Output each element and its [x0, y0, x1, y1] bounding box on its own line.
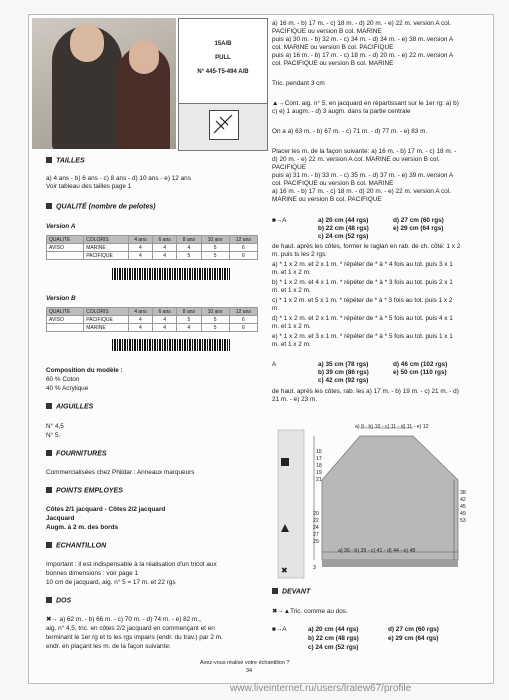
devant-d: d) 27 cm (60 rgs)	[388, 626, 439, 633]
child-figure-1	[52, 26, 122, 149]
rt-4: puis a) 16 m. - b) 17 m. - c) 18 m. - d) 20 m. - e) 22 m. version A	[272, 52, 454, 59]
rg-1: m. puis ts les 2 rgs:	[272, 251, 328, 258]
rt-18: col. PACIFIQUE ou version B col. MARINE	[272, 180, 394, 187]
version-a-label: Version A	[46, 223, 76, 230]
rg-4: b) * 1 x 2 m. et 4 x 1 m. * répéter de * à * 3 fois au tot. puis 2 x 1	[272, 279, 453, 286]
size-a1-a: a) 20 cm (44 rgs)	[318, 217, 369, 224]
barcode-a	[112, 268, 230, 280]
rt-7: Tric. pendant 3 cm	[272, 80, 325, 87]
dim-top: a) 9 - b) 10 - c) 11 - d) 11 - e) 12	[355, 424, 429, 430]
tailles-line-2: Voir tableau des tailles page 1	[46, 183, 132, 190]
section-aiguilles: AIGUILLES	[46, 403, 93, 411]
devant-b: b) 22 cm (48 rgs)	[308, 635, 359, 642]
rt-5: col. PACIFIQUE ou version B col. MARINE	[272, 60, 394, 67]
cross-arrow-icon: ✖→	[46, 616, 58, 623]
composition-coton: 60 % Coton	[46, 376, 80, 383]
size-a2-c: c) 42 cm (92 rgs)	[318, 377, 369, 384]
rg-0: de haut. après les côtes, former le raglan en rab. de ch. côté: 1 x 2	[272, 243, 461, 250]
rg-2: a) * 1 x 2 m. et 2 x 1 m. * répéter de * à * 4 fois au tot. puis 3 x 1	[272, 261, 453, 268]
devant-line: ✖→▲Tric. comme au dos.	[272, 608, 348, 615]
composition-title: Composition du modèle :	[46, 367, 123, 374]
page: 15A/B PULL N° 445-T5-494 A/B TAILLES a) 4 ans - b) 6 ans - c) 8 ans - d) 10 ans - e) 12 ans Voir tableau des tailles page 1 QUALITÉ (nombre de pelotes) Version A QUALITE COLORIS 4 ans 6 ans 8 ans 10 ans 12 ans AVISO MARINE 4 4 4 5 6 PACIFIQUE 4 4 5 5 6 Version B QUALITE COLORIS 4 ans 6 ans 8 ans 10 ans 12 ans AVISO PACIFIQUE 4 4 5 5 6 MARINE 4 4 4 5 6 Composition du modèle : 60 % Coton 40 % Acrylique AIGUILLES N° 4,5 N° 5. FOURNITURES Commercialisées chez Phildar : Anneaux marqueurs POINTS EMPLOYES Côtes 2/1 jacquard - Côtes 2/2 jacquard Jacquard Augm. à 2 m. des bords ECHANTILLON Important : il est indispensable à la réalisation d'un tricot aux bonnes dimensions : voir page 1 10 cm de jacquard, aig. n° 5 = 17 m. et 22 rgs DOS ✖→ a) 62 m. - b) 66 m. - c) 70 m. - d) 74 m. - e) 82 m., aig. n° 4,5, tric. en côtes 2/2 jacquard en commençant et en terminant le 1er rg et ts les rgs impairs (endr. du trav.) par 2 m. endr. en plaçant les m. de la façon suivante: a) 16 m. - b) 17 m. - c) 18 m. - d) 20 m. - e) 22 m. version A col. PACIFIQUE ou version B col. MARINE puis a) 30 m. - b) 32 m. - c) 34 m. - d) 34 m. - e) 38 m. version A col. MARINE ou version B col. PACIFIQUE puis a) 16 m. - b) 17 m. - c) 18 m. - d) 20 m. - e) 22 m. version A col. PACIFIQUE ou version B col. MARINE Tric. pendant 3 cm ▲→Cont. aig. n° 5, en jacquard en répartissant sur le 1er rg: a) b) c) e) 1 augm. - d) 3 augm. dans la partie centrale On a a) 63 m. - b) 67 m. - c) 71 m. - d) 77 m. - e) 83 m. Placer les m. de la façon suivante: a) 16 m. - b) 17 m. - c) 18 m. - d) 20 m. - e) 22 m. version A col. MARINE ou version B col. PACIFIQUE puis a) 31 m. - b) 33 m. - c) 35 m. - d) 37 m. - e) 39 m. version A col. PACIFIQUE ou version B col. MARINE a) 16 m. - b) 17 m. - c) 18 m. - d) 20 m. - e) 22 m. version A col. MARINE ou version B col. PACIFIQUE ■→A a) 20 cm (44 rgs) b) 22 cm (48 rgs) c) 24 cm (52 rgs) d) 27 cm (60 rgs) e) 29 cm (64 rgs) de haut. après les côtes, former le raglan en rab. de ch. côté: 1 x 2 m. puis ts les 2 rgs: a) * 1 x 2 m. et 2 x 1 m. * répéter de * à * 4 fois au tot. puis 3 x 1 m. et 1 x 2 m. b) * 1 x 2 m. et 4 x 1 m. * répéter de * à * 3 fois au tot. puis 2 x 1 m. et 1 x 2 m. c) * 1 x 2 m. et 5 x 1 m. * répéter de * à * 3 fois au tot. puis 1 x 2 m. d) * 1 x 2 m. et 2 x 1 m. * répéter de * à * 5 fois au tot. puis 4 x 1 m. et 1 x 2 m. e) * 1 x 2 m. et 3 x 1 m. * répéter de * à * 5 fois au tot. puis 1 x 1 m. et 1 x 2 m. A a) 35 cm (78 rgs) b) 39 cm (86 rgs) c) 42 cm (92 rgs) d) 46 cm (102 rgs) e) 50 cm (110 rgs) de haut. après les côtes, rab. les a) 17 m. - b) 19 m. - c) 21 m. - d) 21 m. - e) 23 m. ✖ a) 9 - b) 10 - c) 11 - d) 11 - e) 12 a) 36 - b) 39 - c) 41 - d) 44 - e) 48 15 17 18 19 21 20 22 24 27 29 38 42 45 49 53 3 DEVANT ✖→▲Tric. comme au dos. ■→A a) 20 cm (44 rgs) b) 22 cm (48 rgs) c) 24 cm (52 rgs) d) 27 cm (60 rgs) e) 29 cm (64 rgs) Avez-vous réalisé votre échantillon ? 34 www.liveinternet.ru/users/lralew67/profile	[0, 0, 509, 700]
rt-10: c) e) 1 augm. - d) 3 augm. dans la partie centrale	[272, 108, 411, 115]
ending-0: de haut. après les côtes, rab. les a) 17 m. - b) 19 m. - c) 21 m. - d)	[272, 388, 459, 395]
devant-e: e) 29 cm (64 rgs)	[388, 635, 439, 642]
model-photo	[32, 18, 176, 149]
dos-3: terminant le 1er rg et ts les rgs impairs (endr. du trav.) par 2 m.	[46, 634, 223, 641]
rg-7: m.	[272, 305, 280, 312]
page-number: 34	[246, 668, 253, 674]
rg-11: m. et 1 x 2 m.	[272, 341, 311, 348]
rg-3: m. et 1 x 2 m.	[272, 269, 311, 276]
svg-text:✖: ✖	[281, 566, 288, 575]
section-qualite: QUALITÉ (nombre de pelotes)	[46, 203, 156, 211]
section-devant: DEVANT	[272, 588, 310, 596]
devant-a: a) 20 cm (44 rgs)	[308, 626, 359, 633]
dim-bottom: a) 36 - b) 39 - c) 41 - d) 44 - e) 48	[338, 548, 416, 554]
size-a2-d: d) 46 cm (102 rgs)	[393, 361, 448, 368]
rt-20: MARINE ou version B col. PACIFIQUE	[272, 196, 382, 203]
echantillon-1: Important : il est indispensable à la réalisation d'un tricot aux	[46, 561, 217, 568]
points-2: Jacquard	[46, 515, 75, 522]
section-fournitures: FOURNITURES	[46, 450, 107, 458]
quality-table-a: QUALITE COLORIS 4 ans 6 ans 8 ans 10 ans 12 ans AVISO MARINE 4 4 4 5 6 PACIFIQUE 4 4 5 5 6	[46, 235, 258, 260]
rt-12: On a a) 63 m. - b) 67 m. - c) 71 m. - d) 77 m. - e) 83 m.	[272, 128, 428, 135]
size-a1-b: b) 22 cm (48 rgs)	[318, 225, 369, 232]
rt-17: puis a) 31 m. - b) 33 m. - c) 35 m. - d) 37 m. - e) 39 m. version A	[272, 172, 454, 179]
size-a1-c: c) 24 cm (52 rgs)	[318, 233, 369, 240]
devant-square-arrow: ■→A	[272, 626, 287, 633]
devant-c: c) 24 cm (52 rgs)	[308, 644, 359, 651]
version-b-label: Version B	[46, 295, 76, 302]
points-1: Côtes 2/1 jacquard - Côtes 2/2 jacquard	[46, 506, 166, 513]
size-a1-d: d) 27 cm (60 rgs)	[393, 217, 444, 224]
barcode-b	[112, 339, 230, 351]
rt-0: a) 16 m. - b) 17 m. - c) 18 m. - d) 20 m. - e) 22 m. version A col.	[272, 20, 451, 27]
rt-19: a) 16 m. - b) 17 m. - c) 18 m. - d) 20 m. - e) 22 m. version A col.	[272, 188, 451, 195]
rt-1: PACIFIQUE ou version B col. MARINE	[272, 28, 382, 35]
rg-5: m. et 1 x 2 m.	[272, 287, 311, 294]
watermark-url: www.liveinternet.ru/users/lralew67/profile	[230, 683, 412, 694]
dim-small: 3	[313, 565, 316, 571]
echantillon-3: 10 cm de jacquard, aig. n° 5 = 17 m. et 22 rgs	[46, 579, 176, 586]
rg-9: m. et 1 x 2 m.	[272, 323, 311, 330]
garment-schematic	[270, 420, 462, 580]
dos-2: aig. n° 4,5, tric. en côtes 2/2 jacquard en commençant et en	[46, 625, 215, 632]
pattern-info-box	[178, 18, 268, 104]
echantillon-2: bonnes dimensions : voir page 1	[46, 570, 139, 577]
section-dos: DOS	[46, 597, 71, 605]
pattern-number: N° 445-T5-494 A/B	[197, 69, 249, 75]
square-arrow-a: ■→A	[272, 217, 287, 224]
rt-16: PACIFIQUE	[272, 164, 306, 171]
tailles-line-1: a) 4 ans - b) 6 ans - c) 8 ans - d) 10 ans - e) 12 ans	[46, 175, 191, 182]
size-a1-e: e) 29 cm (64 rgs)	[393, 225, 444, 232]
quality-table-b: QUALITE COLORIS 4 ans 6 ans 8 ans 10 ans 12 ans AVISO PACIFIQUE 4 4 5 5 6 MARINE 4 4 4 5 6	[46, 307, 258, 332]
cross-triangle-icon: ✖→▲	[272, 608, 291, 615]
ending-1: 21 m. - e) 23 m.	[272, 396, 318, 403]
rt-3: col. MARINE ou version B col. PACIFIQUE	[272, 44, 394, 51]
dos-1: ✖→ a) 62 m. - b) 66 m. - c) 70 m. - d) 74 m. - e) 82 m.,	[46, 616, 201, 623]
fournitures-text: Commercialisées chez Phildar : Anneaux marqueurs	[46, 469, 195, 476]
points-3: Augm. à 2 m. des bords	[46, 524, 119, 531]
aiguilles-1: N° 4,5	[46, 423, 64, 430]
rt-15: d) 20 m. - e) 22 m. version A col. MARINE ou version B col.	[272, 156, 440, 163]
pattern-ref: 15A/B	[214, 41, 232, 47]
pattern-type: PULL	[215, 55, 231, 61]
child-figure-2	[118, 46, 170, 149]
knitting-difficulty-icon	[209, 110, 239, 140]
rg-10: e) * 1 x 2 m. et 3 x 1 m. * répéter de * à * 5 fois au tot. puis 1 x 1	[272, 333, 453, 340]
size-a2-a: a) 35 cm (78 rgs)	[318, 361, 369, 368]
section-tailles: TAILLES	[46, 157, 85, 165]
rt-14: Placer les m. de la façon suivante: a) 16 m. - b) 17 m. - c) 18 m. -	[272, 148, 457, 155]
section-echantillon: ECHANTILLON	[46, 542, 106, 550]
dos-4: endr. en plaçant les m. de la façon suivante:	[46, 643, 171, 650]
triangle-arrow-icon: ▲→	[272, 100, 285, 107]
rt-9: ▲→Cont. aig. n° 5, en jacquard en répartissant sur le 1er rg: a) b)	[272, 100, 459, 107]
rg-6: c) * 1 x 2 m. et 5 x 1 m. * répéter de * à * 3 fois au tot. puis 1 x 2	[272, 297, 453, 304]
composition-acrylique: 40 % Acrylique	[46, 385, 89, 392]
a-marker: A	[272, 361, 277, 368]
footer-question: Avez-vous réalisé votre échantillon ?	[200, 660, 290, 666]
size-a2-b: b) 39 cm (86 rgs)	[318, 369, 369, 376]
difficulty-box	[178, 103, 268, 151]
rg-8: d) * 1 x 2 m. et 2 x 1 m. * répéter de * à * 5 fois au tot. puis 4 x 1	[272, 315, 453, 322]
size-a2-e: e) 50 cm (110 rgs)	[393, 369, 447, 376]
aiguilles-2: N° 5.	[46, 432, 61, 439]
section-points: POINTS EMPLOYES	[46, 487, 123, 495]
rt-2: puis a) 30 m. - b) 32 m. - c) 34 m. - d) 34 m. - e) 38 m. version A	[272, 36, 454, 43]
